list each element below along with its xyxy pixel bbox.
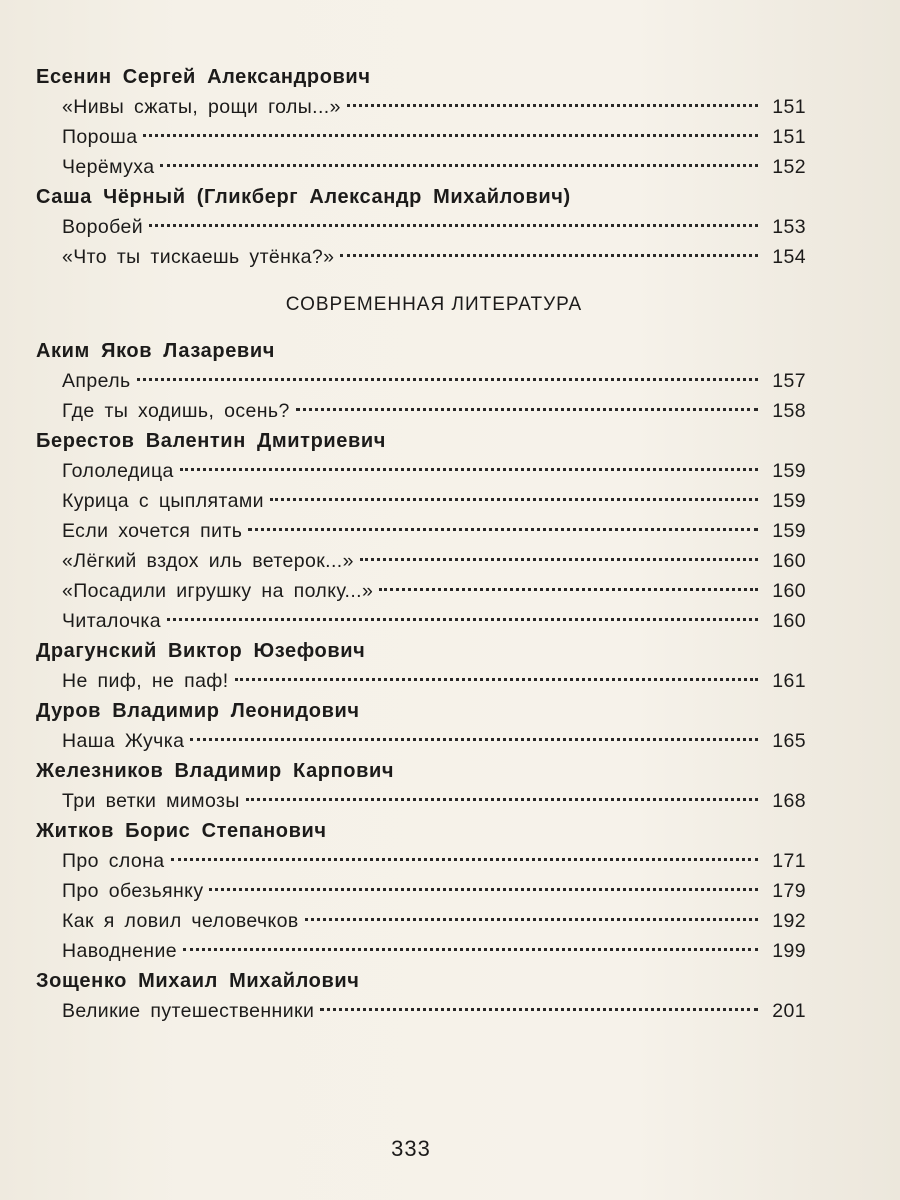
dot-leader [180, 468, 758, 471]
toc-author-group [36, 966, 806, 1026]
dot-leader [190, 738, 758, 741]
entry-page: 159 [772, 520, 806, 542]
entry-title: Гололедица [62, 460, 174, 482]
dot-leader [209, 888, 758, 891]
entry-page: 165 [772, 730, 806, 752]
page-number: 333 [391, 1136, 431, 1161]
toc-author-group [36, 636, 806, 696]
toc-entry [36, 486, 806, 516]
entry-page: 201 [772, 1000, 806, 1022]
table-of-contents [36, 62, 806, 1026]
toc-entry [36, 366, 806, 396]
entry-page: 159 [772, 490, 806, 512]
entry-page: 151 [772, 96, 806, 118]
entry-title: Пороша [62, 126, 138, 148]
toc-entry [36, 212, 806, 242]
author-name: Драгунский Виктор Юзефович [36, 640, 366, 662]
entry-page: 151 [772, 126, 806, 148]
entry-title: Не пиф, не паф! [62, 670, 229, 692]
entry-title: Воробей [62, 216, 144, 238]
toc-author-group [36, 182, 806, 272]
dot-leader [137, 378, 758, 381]
entry-title: Если хочется пить [62, 520, 243, 542]
entry-page: 158 [772, 400, 806, 422]
entry-title: Читалочка [62, 610, 162, 632]
toc-author-group [36, 816, 806, 966]
toc-entry [36, 846, 806, 876]
entry-page: 171 [772, 850, 806, 872]
dot-leader [360, 558, 758, 561]
entry-title: Наводнение [62, 940, 177, 962]
entry-page: 192 [772, 910, 806, 932]
toc-entry [36, 152, 806, 182]
entry-page: 159 [772, 460, 806, 482]
entry-title: Великие путешественники [62, 1000, 315, 1022]
author-name: Есенин Сергей Александрович [36, 66, 371, 88]
toc-entry [36, 876, 806, 906]
entry-page: 153 [772, 216, 806, 238]
toc-entry [36, 122, 806, 152]
dot-leader [160, 164, 758, 167]
author-name: Берестов Валентин Дмитриевич [36, 430, 387, 452]
author-name: Зощенко Михаил Михайлович [36, 970, 360, 992]
toc-author-group [36, 696, 806, 756]
dot-leader [167, 618, 758, 621]
entry-title: Про обезьянку [62, 880, 204, 902]
toc-entry [36, 546, 806, 576]
entry-title: Где ты ходишь, осень? [62, 400, 290, 422]
toc-entry [36, 666, 806, 696]
toc-entry [36, 242, 806, 272]
author-name: Железников Владимир Карпович [36, 760, 395, 782]
dot-leader [143, 134, 758, 137]
entry-title: Про слона [62, 850, 165, 872]
author-name: Житков Борис Степанович [36, 820, 327, 842]
section-heading: СОВРЕМЕННАЯ ЛИТЕРАТУРА [285, 294, 583, 315]
entry-page: 152 [772, 156, 806, 178]
dot-leader [171, 858, 758, 861]
dot-leader [248, 528, 758, 531]
entry-page: 160 [772, 610, 806, 632]
entry-title: Как я ловил человечков [62, 910, 299, 932]
entry-page: 160 [772, 550, 806, 572]
toc-author-group [36, 426, 806, 636]
toc-entry [36, 516, 806, 546]
entry-page: 161 [772, 670, 806, 692]
entry-title: Черёмуха [62, 156, 155, 178]
dot-leader [305, 918, 758, 921]
toc-author-group [36, 756, 806, 816]
dot-leader [340, 254, 758, 257]
toc-entry [36, 396, 806, 426]
toc-entry [36, 456, 806, 486]
toc-entry [36, 576, 806, 606]
author-name: Дуров Владимир Леонидович [36, 700, 360, 722]
entry-page: 179 [772, 880, 806, 902]
entry-title: «Лёгкий вздох иль ветерок...» [62, 550, 354, 572]
toc-entry [36, 936, 806, 966]
entry-title: Апрель [62, 370, 131, 392]
dot-leader [183, 948, 758, 951]
entry-page: 160 [772, 580, 806, 602]
dot-leader [379, 588, 758, 591]
entry-title: «Нивы сжаты, рощи голы...» [62, 96, 341, 118]
entry-page: 168 [772, 790, 806, 812]
entry-title: Наша Жучка [62, 730, 185, 752]
dot-leader [347, 104, 758, 107]
toc-entry [36, 996, 806, 1026]
entry-title: «Что ты тискаешь утёнка?» [62, 246, 335, 268]
dot-leader [320, 1008, 758, 1011]
toc-author-group [36, 336, 806, 426]
dot-leader [296, 408, 758, 411]
author-name: Саша Чёрный (Гликберг Александр Михайлович) [36, 186, 571, 208]
toc-entry [36, 786, 806, 816]
author-name: Аким Яков Лазаревич [36, 340, 275, 362]
toc-entry [36, 726, 806, 756]
toc-entry [36, 906, 806, 936]
toc-entry [36, 92, 806, 122]
toc-entry [36, 606, 806, 636]
entry-title: «Посадили игрушку на полку...» [62, 580, 374, 602]
dot-leader [246, 798, 758, 801]
entry-page: 154 [772, 246, 806, 268]
dot-leader [149, 224, 758, 227]
entry-title: Курица с цыплятами [62, 490, 264, 512]
dot-leader [235, 678, 758, 681]
entry-page: 199 [772, 940, 806, 962]
entry-page: 157 [772, 370, 806, 392]
toc-author-group [36, 62, 806, 182]
entry-title: Три ветки мимозы [62, 790, 240, 812]
dot-leader [270, 498, 758, 501]
